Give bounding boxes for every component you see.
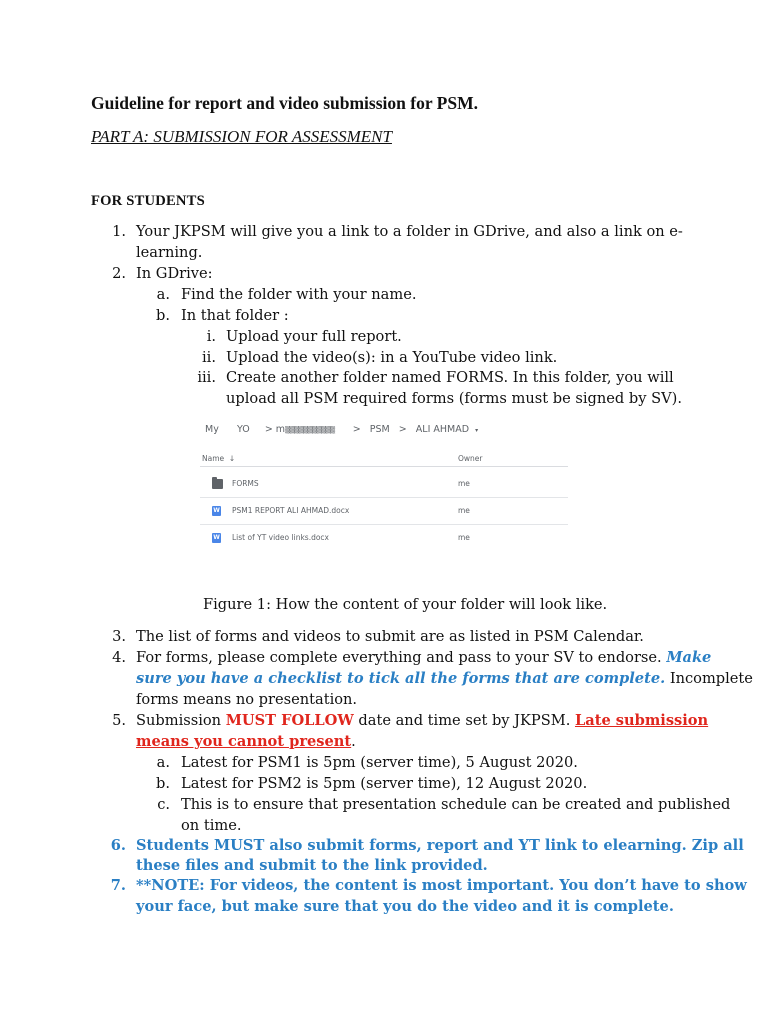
- column-name-header: Name ↓: [202, 454, 236, 463]
- roman-item-ii: Upload the video(s): in a YouTube video link.: [226, 349, 558, 366]
- item-5-text2: date and time set by JKPSM.: [353, 712, 575, 729]
- list-item-6-cont: these files and submit to the link provided.: [136, 857, 488, 874]
- list-item-4: [136, 648, 711, 669]
- sub-label: c.: [157, 796, 170, 813]
- item-4-emphasis-cont: sure you have a checklist to tick all the forms that are complete.: [136, 670, 666, 687]
- item-5-warning: Late submission: [574, 712, 709, 729]
- breadcrumb-ali-ahmad: ALI AHMAD: [415, 424, 470, 435]
- list-item-5: [136, 711, 708, 732]
- list-item-7-cont: your face, but make sure that you do the video and it is complete.: [136, 898, 674, 915]
- arrow-down-icon: ↓: [228, 454, 236, 463]
- subheading-for-students: FOR STUDENTS: [91, 193, 205, 209]
- list-number: 4.: [112, 649, 126, 666]
- sub-item-5a: Latest for PSM1 is 5pm (server time), 5 August 2020.: [181, 754, 578, 771]
- drive-breadcrumb: My YO > m▒▒▒▒▒▒▒▒▒▒▒ > PSM > ALI AHMAD ▾: [205, 424, 479, 435]
- page-title: Guideline for report and video submission for PSM.: [91, 93, 478, 113]
- item-4-text: For forms, please complete everything and pass to your SV to endorse.: [136, 649, 667, 666]
- roman-label: i.: [206, 328, 216, 345]
- file-name: PSM1 REPORT ALI AHMAD.docx: [232, 506, 350, 515]
- item-5-text: Submission: [136, 712, 226, 729]
- folder-icon: [212, 479, 223, 489]
- file-list-header: [200, 452, 568, 467]
- list-item-6: Students MUST also submit forms, report and YT link to elearning. Zip all: [136, 837, 744, 854]
- sub-label: a.: [156, 286, 170, 303]
- sub-item-5c-cont: on time.: [181, 817, 242, 834]
- roman-label: ii.: [202, 349, 216, 366]
- list-item-4-cont: [136, 669, 753, 690]
- item-5-emphasis: MUST FOLLOW: [225, 712, 354, 729]
- file-owner: me: [458, 506, 470, 515]
- item-5-period: .: [351, 733, 356, 750]
- file-row: [200, 471, 568, 498]
- list-number: 7.: [110, 877, 126, 894]
- sub-label: b.: [156, 775, 170, 792]
- list-number: 3.: [112, 628, 126, 645]
- column-owner-header: Owner: [458, 454, 483, 463]
- drive-folder-screenshot: [200, 420, 570, 560]
- sub-label: b.: [156, 307, 170, 324]
- file-name: FORMS: [232, 479, 259, 488]
- sub-item-5c: This is to ensure that presentation schedule can be created and published: [181, 796, 731, 813]
- roman-item-iii: Create another folder named FORMS. In this folder, you will: [226, 369, 674, 386]
- dropdown-caret-icon: ▾: [475, 427, 479, 434]
- chevron-right-icon: >: [398, 424, 407, 435]
- item-4-emphasis: Make: [666, 649, 712, 666]
- list-number: 2.: [112, 265, 126, 282]
- word-doc-icon: W: [213, 507, 220, 514]
- file-row: [200, 498, 568, 525]
- item-5-warning-cont: means you cannot present: [136, 733, 352, 750]
- list-item-1-cont: learning.: [136, 244, 203, 261]
- section-heading-part-a: PART A: SUBMISSION FOR ASSESSMENT: [91, 127, 392, 146]
- list-number: 6.: [110, 837, 126, 854]
- list-item-5-cont: [136, 732, 356, 753]
- item-4-text-cont: Incomplete: [665, 670, 753, 687]
- list-item-3: The list of forms and videos to submit are as listed in PSM Calendar.: [136, 628, 644, 645]
- roman-label: iii.: [197, 369, 216, 386]
- list-item-7: **NOTE: For videos, the content is most important. You don’t have to show: [136, 877, 747, 894]
- breadcrumb-m: > m: [264, 424, 286, 435]
- file-name: List of YT video links.docx: [232, 533, 329, 542]
- breadcrumb-my: My: [205, 424, 219, 435]
- file-owner: me: [458, 533, 470, 542]
- list-item-2: In GDrive:: [136, 265, 213, 282]
- file-owner: me: [458, 479, 470, 488]
- sub-item-a: Find the folder with your name.: [181, 286, 417, 303]
- list-item-4-cont2: forms means no presentation.: [136, 691, 358, 708]
- file-row: [200, 525, 568, 551]
- list-item-1: Your JKPSM will give you a link to a folder in GDrive, and also a link on e-: [136, 223, 683, 240]
- figure-caption: Figure 1: How the content of your folder will look like.: [203, 596, 608, 613]
- sub-item-b: In that folder :: [181, 307, 289, 324]
- word-doc-icon: W: [213, 534, 220, 541]
- roman-item-i: Upload your full report.: [226, 328, 402, 345]
- sub-item-5b: Latest for PSM2 is 5pm (server time), 12 August 2020.: [181, 775, 588, 792]
- chevron-right-icon: >: [352, 424, 361, 435]
- sub-label: a.: [156, 754, 170, 771]
- list-number: 5.: [112, 712, 126, 729]
- breadcrumb-yo: YO: [236, 424, 250, 435]
- list-number: 1.: [112, 223, 126, 240]
- breadcrumb-psm: PSM: [369, 424, 390, 435]
- roman-item-iii-cont: upload all PSM required forms (forms must be signed by SV).: [226, 390, 682, 407]
